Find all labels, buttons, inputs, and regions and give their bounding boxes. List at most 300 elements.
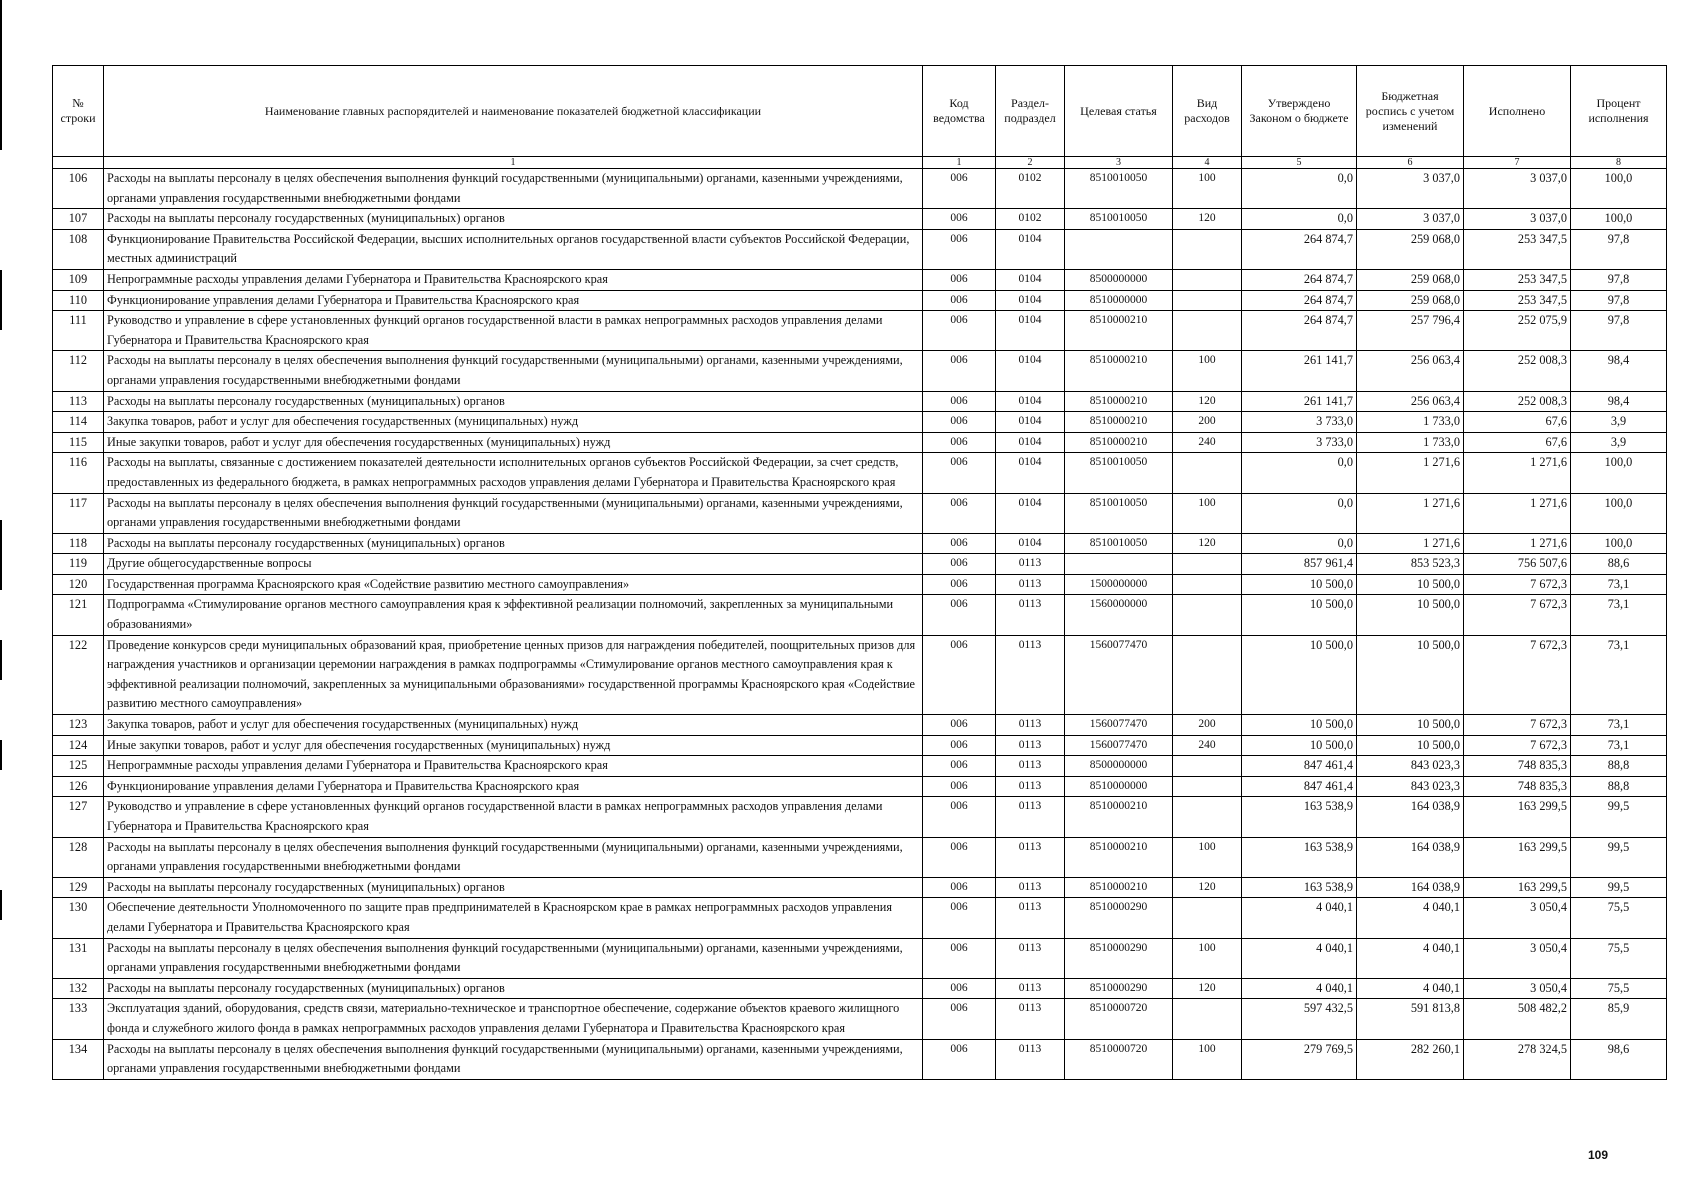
razdel-cell: 0104 — [996, 412, 1065, 433]
expense-type-cell: 100 — [1173, 1039, 1242, 1079]
percent-cell: 100,0 — [1571, 169, 1667, 209]
percent-cell: 100,0 — [1571, 493, 1667, 533]
percent-cell: 97,8 — [1571, 311, 1667, 351]
executed-amount-cell: 253 347,5 — [1464, 269, 1571, 290]
row-number-cell: 109 — [53, 269, 104, 290]
expense-type-cell — [1173, 595, 1242, 635]
razdel-cell: 0113 — [996, 978, 1065, 999]
vedomstvo-code-cell: 006 — [923, 776, 996, 797]
executed-amount-cell: 252 008,3 — [1464, 391, 1571, 412]
target-article-cell: 8510000720 — [1065, 999, 1173, 1039]
vedomstvo-code-cell: 006 — [923, 715, 996, 736]
target-article-cell: 8510000210 — [1065, 432, 1173, 453]
table-row — [53, 554, 1667, 575]
budget-amount-cell: 256 063,4 — [1357, 351, 1464, 391]
razdel-cell: 0113 — [996, 635, 1065, 714]
expense-type-cell: 100 — [1173, 938, 1242, 978]
header-target-article: Целевая статья — [1065, 66, 1173, 157]
budget-amount-cell: 10 500,0 — [1357, 574, 1464, 595]
table-row — [53, 837, 1667, 877]
executed-amount-cell: 7 672,3 — [1464, 735, 1571, 756]
approved-amount-cell: 10 500,0 — [1242, 635, 1357, 714]
target-article-cell: 8500000000 — [1065, 269, 1173, 290]
vedomstvo-code-cell: 006 — [923, 877, 996, 898]
razdel-cell: 0104 — [996, 311, 1065, 351]
target-article-cell: 1560077470 — [1065, 715, 1173, 736]
row-number-cell: 126 — [53, 776, 104, 797]
approved-amount-cell: 264 874,7 — [1242, 311, 1357, 351]
budget-amount-cell: 256 063,4 — [1357, 391, 1464, 412]
percent-cell: 99,5 — [1571, 877, 1667, 898]
executed-amount-cell: 508 482,2 — [1464, 999, 1571, 1039]
executed-amount-cell: 756 507,6 — [1464, 554, 1571, 575]
approved-amount-cell: 10 500,0 — [1242, 574, 1357, 595]
column-number: 4 — [1173, 157, 1242, 169]
row-name-cell: Расходы на выплаты персоналу государственных (муниципальных) органов — [104, 533, 923, 554]
executed-amount-cell: 252 008,3 — [1464, 351, 1571, 391]
table-row — [53, 412, 1667, 433]
table-row — [53, 533, 1667, 554]
approved-amount-cell: 3 733,0 — [1242, 412, 1357, 433]
razdel-cell: 0104 — [996, 351, 1065, 391]
vedomstvo-code-cell: 006 — [923, 756, 996, 777]
vedomstvo-code-cell: 006 — [923, 229, 996, 269]
executed-amount-cell: 1 271,6 — [1464, 533, 1571, 554]
percent-cell: 98,4 — [1571, 391, 1667, 412]
row-number-cell: 128 — [53, 837, 104, 877]
target-article-cell: 8510000210 — [1065, 877, 1173, 898]
razdel-cell: 0113 — [996, 715, 1065, 736]
row-number-cell: 132 — [53, 978, 104, 999]
budget-amount-cell: 1 271,6 — [1357, 493, 1464, 533]
target-article-cell: 8510010050 — [1065, 169, 1173, 209]
row-name-cell: Руководство и управление в сфере установленных функций органов государственной власти в рамках непрограммных расходов управления делами Губернатора и Правительства Красноярского края — [104, 311, 923, 351]
row-name-cell: Непрограммные расходы управления делами Губернатора и Правительства Красноярского края — [104, 269, 923, 290]
row-name-cell: Расходы на выплаты персоналу в целях обеспечения выполнения функций государственными (муниципальными) органами, казенными учреждениями, органами управления государственными внебюджетными фондами — [104, 169, 923, 209]
budget-amount-cell: 1 271,6 — [1357, 533, 1464, 554]
vedomstvo-code-cell: 006 — [923, 209, 996, 230]
approved-amount-cell: 261 141,7 — [1242, 391, 1357, 412]
approved-amount-cell: 163 538,9 — [1242, 837, 1357, 877]
vedomstvo-code-cell: 006 — [923, 412, 996, 433]
scan-edge-mark — [0, 520, 2, 590]
column-number: 7 — [1464, 157, 1571, 169]
row-name-cell: Расходы на выплаты персоналу государственных (муниципальных) органов — [104, 209, 923, 230]
target-article-cell — [1065, 229, 1173, 269]
target-article-cell: 8510010050 — [1065, 533, 1173, 554]
razdel-cell: 0113 — [996, 898, 1065, 938]
expense-type-cell — [1173, 269, 1242, 290]
vedomstvo-code-cell: 006 — [923, 290, 996, 311]
column-number: 5 — [1242, 157, 1357, 169]
vedomstvo-code-cell: 006 — [923, 391, 996, 412]
razdel-cell: 0104 — [996, 453, 1065, 493]
table-row — [53, 877, 1667, 898]
row-name-cell: Обеспечение деятельности Уполномоченного по защите прав предпринимателей в Красноярском крае в рамках непрограммных расходов управления делами Губернатора и Правительства Красноярского края — [104, 898, 923, 938]
expense-type-cell: 100 — [1173, 169, 1242, 209]
razdel-cell: 0104 — [996, 493, 1065, 533]
table-row — [53, 391, 1667, 412]
executed-amount-cell: 163 299,5 — [1464, 797, 1571, 837]
approved-amount-cell: 847 461,4 — [1242, 756, 1357, 777]
row-number-cell: 112 — [53, 351, 104, 391]
razdel-cell: 0104 — [996, 533, 1065, 554]
target-article-cell: 8510010050 — [1065, 209, 1173, 230]
percent-cell: 100,0 — [1571, 209, 1667, 230]
expense-type-cell — [1173, 776, 1242, 797]
expense-type-cell: 120 — [1173, 209, 1242, 230]
approved-amount-cell: 0,0 — [1242, 209, 1357, 230]
column-number: 1 — [923, 157, 996, 169]
table-row — [53, 432, 1667, 453]
budget-amount-cell: 10 500,0 — [1357, 715, 1464, 736]
razdel-cell: 0102 — [996, 209, 1065, 230]
budget-amount-cell: 164 038,9 — [1357, 877, 1464, 898]
razdel-cell: 0113 — [996, 938, 1065, 978]
table-row — [53, 311, 1667, 351]
approved-amount-cell: 4 040,1 — [1242, 978, 1357, 999]
table-row — [53, 776, 1667, 797]
vedomstvo-code-cell: 006 — [923, 453, 996, 493]
percent-cell: 75,5 — [1571, 978, 1667, 999]
row-number-cell: 127 — [53, 797, 104, 837]
budget-amount-cell: 10 500,0 — [1357, 735, 1464, 756]
razdel-cell: 0113 — [996, 1039, 1065, 1079]
executed-amount-cell: 3 050,4 — [1464, 938, 1571, 978]
razdel-cell: 0104 — [996, 269, 1065, 290]
row-number-cell: 118 — [53, 533, 104, 554]
razdel-cell: 0113 — [996, 554, 1065, 575]
percent-cell: 99,5 — [1571, 797, 1667, 837]
executed-amount-cell: 3 037,0 — [1464, 209, 1571, 230]
razdel-cell: 0113 — [996, 797, 1065, 837]
row-name-cell: Эксплуатация зданий, оборудования, средств связи, материально-техническое и транспортное обеспечение, содержание объектов краевого жилищного фонда и служебного жилого фонда в рамках непрограммных расходов управления делами Губернатора и Правительства Красноярского края — [104, 999, 923, 1039]
razdel-cell: 0104 — [996, 290, 1065, 311]
target-article-cell: 8510000290 — [1065, 938, 1173, 978]
table-row — [53, 1039, 1667, 1079]
table-row — [53, 635, 1667, 714]
percent-cell: 97,8 — [1571, 269, 1667, 290]
percent-cell: 97,8 — [1571, 290, 1667, 311]
executed-amount-cell: 7 672,3 — [1464, 715, 1571, 736]
budget-amount-cell: 1 271,6 — [1357, 453, 1464, 493]
razdel-cell: 0113 — [996, 877, 1065, 898]
approved-amount-cell: 261 141,7 — [1242, 351, 1357, 391]
percent-cell: 3,9 — [1571, 412, 1667, 433]
row-number-cell: 131 — [53, 938, 104, 978]
vedomstvo-code-cell: 006 — [923, 169, 996, 209]
budget-amount-cell: 3 037,0 — [1357, 169, 1464, 209]
razdel-cell: 0113 — [996, 574, 1065, 595]
expense-type-cell — [1173, 453, 1242, 493]
percent-cell: 3,9 — [1571, 432, 1667, 453]
vedomstvo-code-cell: 006 — [923, 269, 996, 290]
expense-type-cell — [1173, 311, 1242, 351]
row-name-cell: Расходы на выплаты персоналу в целях обеспечения выполнения функций государственными (муниципальными) органами, казенными учреждениями, органами управления государственными внебюджетными фондами — [104, 1039, 923, 1079]
header-razdel: Раздел-подраздел — [996, 66, 1065, 157]
row-number-cell: 107 — [53, 209, 104, 230]
row-number-cell: 114 — [53, 412, 104, 433]
target-article-cell: 8500000000 — [1065, 756, 1173, 777]
scan-edge-mark — [0, 740, 2, 770]
vedomstvo-code-cell: 006 — [923, 635, 996, 714]
expense-type-cell: 120 — [1173, 978, 1242, 999]
approved-amount-cell: 0,0 — [1242, 533, 1357, 554]
approved-amount-cell: 10 500,0 — [1242, 715, 1357, 736]
row-number-cell: 119 — [53, 554, 104, 575]
row-number-cell: 122 — [53, 635, 104, 714]
budget-amount-cell: 3 037,0 — [1357, 209, 1464, 230]
expense-type-cell: 100 — [1173, 493, 1242, 533]
row-number-cell: 125 — [53, 756, 104, 777]
table-row — [53, 898, 1667, 938]
executed-amount-cell: 7 672,3 — [1464, 635, 1571, 714]
expense-type-cell — [1173, 756, 1242, 777]
table-row — [53, 209, 1667, 230]
percent-cell: 97,8 — [1571, 229, 1667, 269]
header-budget-schedule: Бюджетная роспись с учетом изменений — [1357, 66, 1464, 157]
vedomstvo-code-cell: 006 — [923, 978, 996, 999]
approved-amount-cell: 264 874,7 — [1242, 290, 1357, 311]
razdel-cell: 0113 — [996, 776, 1065, 797]
row-number-cell: 115 — [53, 432, 104, 453]
percent-cell: 98,6 — [1571, 1039, 1667, 1079]
target-article-cell: 8510000210 — [1065, 351, 1173, 391]
approved-amount-cell: 10 500,0 — [1242, 735, 1357, 756]
razdel-cell: 0113 — [996, 756, 1065, 777]
budget-amount-cell: 4 040,1 — [1357, 938, 1464, 978]
percent-cell: 75,5 — [1571, 938, 1667, 978]
vedomstvo-code-cell: 006 — [923, 1039, 996, 1079]
row-name-cell: Расходы на выплаты персоналу в целях обеспечения выполнения функций государственными (муниципальными) органами, казенными учреждениями, органами управления государственными внебюджетными фондами — [104, 837, 923, 877]
table-row — [53, 169, 1667, 209]
budget-amount-cell: 257 796,4 — [1357, 311, 1464, 351]
percent-cell: 73,1 — [1571, 595, 1667, 635]
table-body — [53, 169, 1667, 1080]
expense-type-cell — [1173, 999, 1242, 1039]
expense-type-cell: 100 — [1173, 837, 1242, 877]
expense-type-cell: 200 — [1173, 412, 1242, 433]
approved-amount-cell: 0,0 — [1242, 453, 1357, 493]
budget-amount-cell: 591 813,8 — [1357, 999, 1464, 1039]
target-article-cell: 8510000000 — [1065, 290, 1173, 311]
expense-type-cell: 120 — [1173, 391, 1242, 412]
row-name-cell: Расходы на выплаты, связанные с достижением показателей деятельности исполнительных органов субъектов Российской Федерации, за счет средств, предоставленных из федерального бюджета, в рамках непрограммных расходов управления делами Губернатора и Правительства Красноярского края — [104, 453, 923, 493]
approved-amount-cell: 857 961,4 — [1242, 554, 1357, 575]
target-article-cell: 1560077470 — [1065, 635, 1173, 714]
table-row — [53, 453, 1667, 493]
vedomstvo-code-cell: 006 — [923, 898, 996, 938]
percent-cell: 73,1 — [1571, 715, 1667, 736]
percent-cell: 73,1 — [1571, 574, 1667, 595]
vedomstvo-code-cell: 006 — [923, 311, 996, 351]
razdel-cell: 0104 — [996, 432, 1065, 453]
razdel-cell: 0113 — [996, 735, 1065, 756]
approved-amount-cell: 4 040,1 — [1242, 898, 1357, 938]
header-name: Наименование главных распорядителей и наименование показателей бюджетной классификации — [104, 66, 923, 157]
row-number-cell: 108 — [53, 229, 104, 269]
target-article-cell: 1500000000 — [1065, 574, 1173, 595]
approved-amount-cell: 10 500,0 — [1242, 595, 1357, 635]
razdel-cell: 0113 — [996, 595, 1065, 635]
target-article-cell: 8510010050 — [1065, 453, 1173, 493]
vedomstvo-code-cell: 006 — [923, 595, 996, 635]
target-article-cell: 8510000720 — [1065, 1039, 1173, 1079]
approved-amount-cell: 597 432,5 — [1242, 999, 1357, 1039]
expense-type-cell — [1173, 554, 1242, 575]
target-article-cell: 8510000290 — [1065, 978, 1173, 999]
executed-amount-cell: 163 299,5 — [1464, 877, 1571, 898]
column-number — [53, 157, 104, 169]
executed-amount-cell: 7 672,3 — [1464, 595, 1571, 635]
column-number: 1 — [104, 157, 923, 169]
table-row — [53, 715, 1667, 736]
row-name-cell: Проведение конкурсов среди муниципальных образований края, приобретение ценных призов для награждения победителей, поощрительных призов для награждения участников и организации церемонии награждения в рамках подпрограммы «Стимулирование органов местного самоуправления края к эффективной реализации полномочий, закрепленных за муниципальными образованиями» государственной программы Красноярского края «Содействие развитию местного самоуправления» — [104, 635, 923, 714]
target-article-cell: 1560000000 — [1065, 595, 1173, 635]
scan-edge-mark — [0, 0, 2, 150]
executed-amount-cell: 3 037,0 — [1464, 169, 1571, 209]
executed-amount-cell: 252 075,9 — [1464, 311, 1571, 351]
executed-amount-cell: 7 672,3 — [1464, 574, 1571, 595]
approved-amount-cell: 847 461,4 — [1242, 776, 1357, 797]
row-name-cell: Закупка товаров, работ и услуг для обеспечения государственных (муниципальных) нужд — [104, 715, 923, 736]
expense-type-cell: 240 — [1173, 432, 1242, 453]
executed-amount-cell: 748 835,3 — [1464, 756, 1571, 777]
row-name-cell: Руководство и управление в сфере установленных функций органов государственной власти в рамках непрограммных расходов управления делами Губернатора и Правительства Красноярского края — [104, 797, 923, 837]
vedomstvo-code-cell: 006 — [923, 574, 996, 595]
row-number-cell: 133 — [53, 999, 104, 1039]
row-number-cell: 116 — [53, 453, 104, 493]
row-name-cell: Иные закупки товаров, работ и услуг для обеспечения государственных (муниципальных) нужд — [104, 735, 923, 756]
percent-cell: 98,4 — [1571, 351, 1667, 391]
scan-edge-mark — [0, 640, 2, 680]
row-name-cell: Иные закупки товаров, работ и услуг для обеспечения государственных (муниципальных) нужд — [104, 432, 923, 453]
target-article-cell: 8510000210 — [1065, 391, 1173, 412]
column-number: 8 — [1571, 157, 1667, 169]
table-row — [53, 999, 1667, 1039]
row-name-cell: Расходы на выплаты персоналу государственных (муниципальных) органов — [104, 978, 923, 999]
razdel-cell: 0102 — [996, 169, 1065, 209]
razdel-cell: 0104 — [996, 229, 1065, 269]
percent-cell: 88,6 — [1571, 554, 1667, 575]
razdel-cell: 0113 — [996, 837, 1065, 877]
expense-type-cell: 100 — [1173, 351, 1242, 391]
approved-amount-cell: 0,0 — [1242, 169, 1357, 209]
expense-type-cell: 200 — [1173, 715, 1242, 736]
row-number-cell: 106 — [53, 169, 104, 209]
expense-type-cell — [1173, 229, 1242, 269]
percent-cell: 100,0 — [1571, 533, 1667, 554]
row-name-cell: Функционирование управления делами Губернатора и Правительства Красноярского края — [104, 776, 923, 797]
table-row — [53, 595, 1667, 635]
budget-amount-cell: 259 068,0 — [1357, 269, 1464, 290]
expense-type-cell — [1173, 574, 1242, 595]
table-row — [53, 574, 1667, 595]
executed-amount-cell: 253 347,5 — [1464, 290, 1571, 311]
table-row — [53, 756, 1667, 777]
row-number-cell: 110 — [53, 290, 104, 311]
row-name-cell: Расходы на выплаты персоналу в целях обеспечения выполнения функций государственными (муниципальными) органами, казенными учреждениями, органами управления государственными внебюджетными фондами — [104, 351, 923, 391]
percent-cell: 100,0 — [1571, 453, 1667, 493]
approved-amount-cell: 4 040,1 — [1242, 938, 1357, 978]
target-article-cell — [1065, 554, 1173, 575]
executed-amount-cell: 748 835,3 — [1464, 776, 1571, 797]
table-row — [53, 938, 1667, 978]
table-row — [53, 351, 1667, 391]
executed-amount-cell: 3 050,4 — [1464, 898, 1571, 938]
target-article-cell: 8510000290 — [1065, 898, 1173, 938]
vedomstvo-code-cell: 006 — [923, 533, 996, 554]
approved-amount-cell: 264 874,7 — [1242, 229, 1357, 269]
executed-amount-cell: 163 299,5 — [1464, 837, 1571, 877]
row-name-cell: Непрограммные расходы управления делами Губернатора и Правительства Красноярского края — [104, 756, 923, 777]
approved-amount-cell: 264 874,7 — [1242, 269, 1357, 290]
header-percent: Процент исполнения — [1571, 66, 1667, 157]
header-expense-type: Вид расходов — [1173, 66, 1242, 157]
percent-cell: 73,1 — [1571, 735, 1667, 756]
vedomstvo-code-cell: 006 — [923, 837, 996, 877]
column-number: 3 — [1065, 157, 1173, 169]
row-name-cell: Расходы на выплаты персоналу государственных (муниципальных) органов — [104, 391, 923, 412]
expense-type-cell: 120 — [1173, 533, 1242, 554]
target-article-cell: 8510010050 — [1065, 493, 1173, 533]
executed-amount-cell: 67,6 — [1464, 432, 1571, 453]
budget-amount-cell: 843 023,3 — [1357, 776, 1464, 797]
table-row — [53, 269, 1667, 290]
budget-amount-cell: 259 068,0 — [1357, 290, 1464, 311]
target-article-cell: 8510000210 — [1065, 311, 1173, 351]
table-row — [53, 229, 1667, 269]
vedomstvo-code-cell: 006 — [923, 493, 996, 533]
row-number-cell: 117 — [53, 493, 104, 533]
table-row — [53, 797, 1667, 837]
budget-amount-cell: 10 500,0 — [1357, 595, 1464, 635]
vedomstvo-code-cell: 006 — [923, 797, 996, 837]
budget-amount-cell: 1 733,0 — [1357, 412, 1464, 433]
row-number-cell: 113 — [53, 391, 104, 412]
budget-execution-table — [52, 65, 1667, 1080]
approved-amount-cell: 163 538,9 — [1242, 797, 1357, 837]
header-executed: Исполнено — [1464, 66, 1571, 157]
budget-amount-cell: 853 523,3 — [1357, 554, 1464, 575]
header-approved: Утверждено Законом о бюджете — [1242, 66, 1357, 157]
executed-amount-cell: 1 271,6 — [1464, 453, 1571, 493]
executed-amount-cell: 1 271,6 — [1464, 493, 1571, 533]
target-article-cell: 8510000210 — [1065, 837, 1173, 877]
expense-type-cell — [1173, 635, 1242, 714]
target-article-cell: 8510000000 — [1065, 776, 1173, 797]
percent-cell: 75,5 — [1571, 898, 1667, 938]
budget-amount-cell: 843 023,3 — [1357, 756, 1464, 777]
row-number-cell: 111 — [53, 311, 104, 351]
scan-edge-mark — [0, 890, 2, 920]
executed-amount-cell: 67,6 — [1464, 412, 1571, 433]
row-number-cell: 130 — [53, 898, 104, 938]
row-name-cell: Закупка товаров, работ и услуг для обеспечения государственных (муниципальных) нужд — [104, 412, 923, 433]
table-row — [53, 978, 1667, 999]
vedomstvo-code-cell: 006 — [923, 999, 996, 1039]
target-article-cell: 1560077470 — [1065, 735, 1173, 756]
vedomstvo-code-cell: 006 — [923, 735, 996, 756]
executed-amount-cell: 278 324,5 — [1464, 1039, 1571, 1079]
approved-amount-cell: 279 769,5 — [1242, 1039, 1357, 1079]
percent-cell: 88,8 — [1571, 776, 1667, 797]
budget-amount-cell: 4 040,1 — [1357, 898, 1464, 938]
executed-amount-cell: 253 347,5 — [1464, 229, 1571, 269]
row-number-cell: 129 — [53, 877, 104, 898]
row-name-cell: Государственная программа Красноярского края «Содействие развитию местного самоуправления» — [104, 574, 923, 595]
row-name-cell: Функционирование Правительства Российской Федерации, высших исполнительных органов государственной власти субъектов Российской Федерации, местных администраций — [104, 229, 923, 269]
